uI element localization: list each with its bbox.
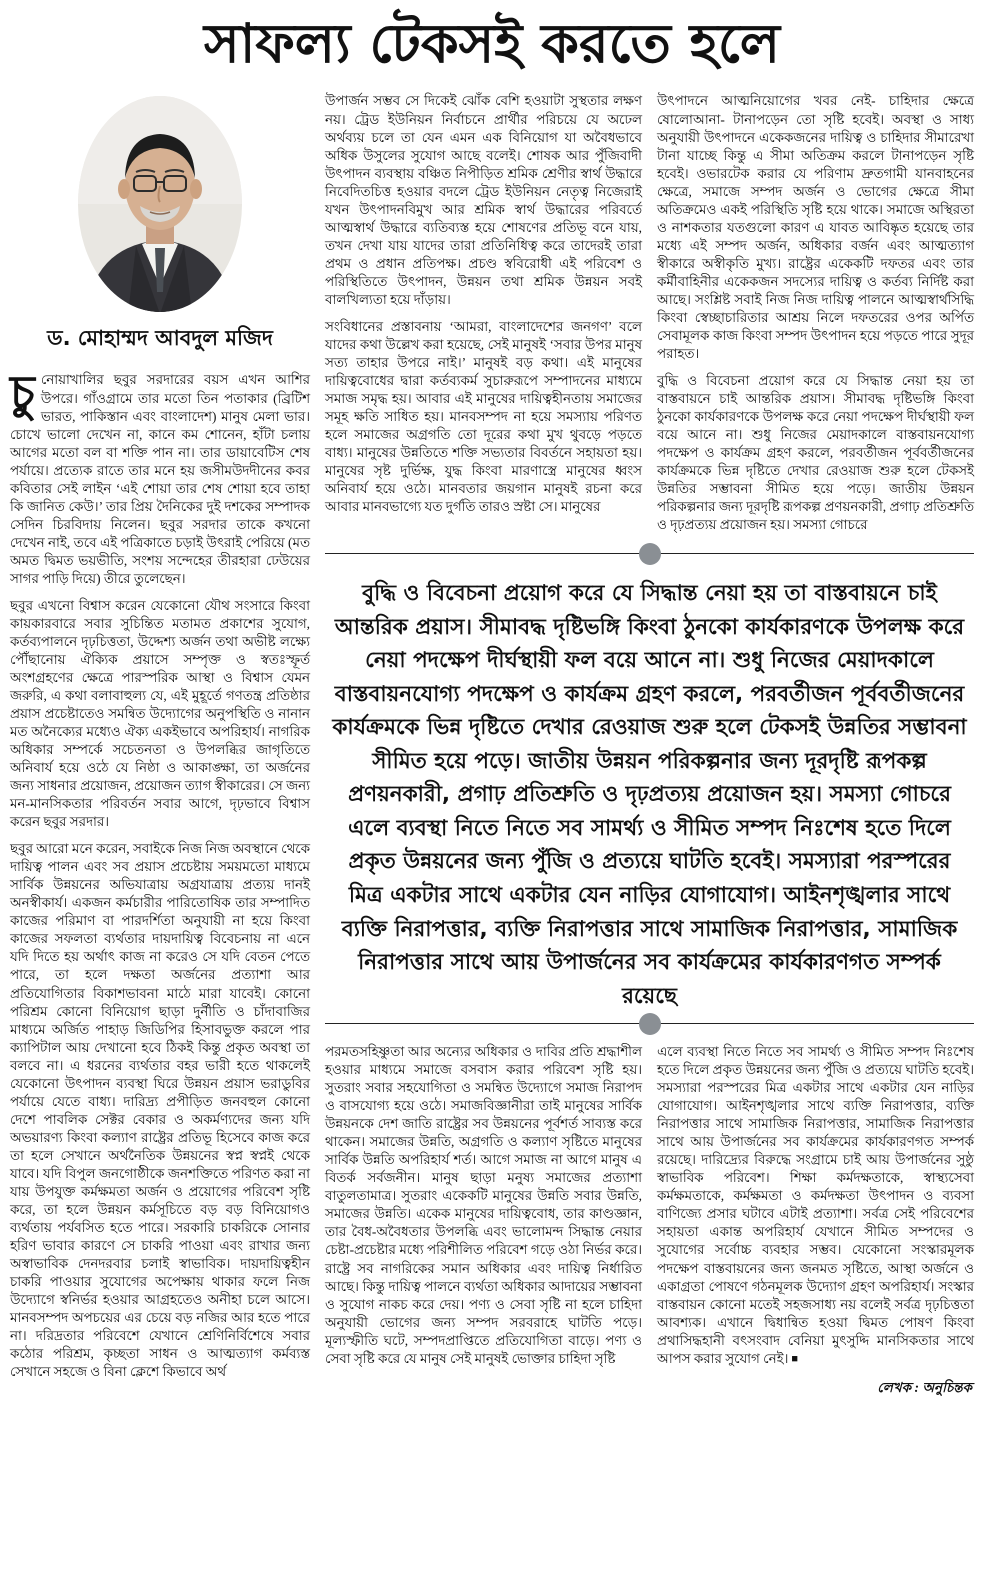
middle-column-top: [325, 92, 642, 543]
article-paragraph: বুদ্ধি ও বিবেচনা প্রয়োগ করে যে সিদ্ধান্ত নেয়া হয় তা বাস্তবায়নে চাই আন্তরিক প্রয়াস। সীমাবদ্ধ দৃষ্টিভঙ্গি কিংবা ঠুনকো কার্যকারণকে উপলক্ষ করে নেয়া পদক্ষেপ দীর্ঘস্থায়ী ফল বয়ে আনে না। শুধু নিজের মেয়াদকালে বাস্তবায়নযোগ্য পদক্ষেপ ও কার্যক্রম গ্রহণ করলে, পরবর্তীজন পূর্ববর্তীজনের কার্যক্রমকে ভিন্ন দৃষ্টিতে দেখার রেওয়াজ শুরু হলে টেকসই উন্নতির সম্ভাবনা সীমিত হয়ে পড়ে। জাতীয় উন্নয়ন পরিকল্পনার জন্য দূরদৃষ্টি রূপকল্প প্রণয়নকারী, প্রগাঢ় প্রতিশ্রুতি ও দৃঢ়প্রত্যয় প্রয়োজন হয়। সমস্যা গোচরে: [657, 372, 974, 533]
pull-quote-block: [325, 553, 974, 1035]
author-byline: লেখক : অনুচিন্তক: [877, 1379, 972, 1395]
middle-column-bottom: [325, 1043, 642, 1400]
upper-text-columns: [325, 92, 974, 543]
divider-rule-top: [325, 553, 974, 565]
article-paragraph: সংবিধানের প্রস্তাবনায় ‘আমরা, বাংলাদেশের জনগণ’ বলে যাদের কথা উল্লেখ করা হয়েছে, সেই মানুষই ‘সবার উপর মানুষ সত্য তাহার উপরে নাই।’ মানুষই বড় কথা। এই মানুষের দায়িত্ববোধের দ্বারা কর্তব্যকর্ম সুচারুরূপে সম্পাদনের মাধ্যমে সমাজ সমৃদ্ধ হয়। আবার এই মানুষের দায়িত্বহীনতায় সমাজের সমূহ ক্ষতি সাধিত হয়। মানবসম্পদ না হয়ে সমস্যায় পরিণত হলে সমাজের অগ্রগতি তো দূরের কথা মুখ থুবড়ে পড়তে বাধ্য। মানুষের উন্নতিতে শক্তি সভ্যতার বিবর্তনে সহায়তা হয়। মানুষের সৃষ্ট দুর্ভিক্ষ, যুদ্ধ কিংবা মারণাস্ত্রে মানুষের ধ্বংস অনিবার্য হয়ে ওঠে। মানবতার জয়গান মানুষই রচনা করে আবার মানবভাগ্যে যত দুর্গতি তারও স্রষ্টা সে। মানুষের: [325, 318, 642, 515]
paragraph-text: এলে ব্যবস্থা নিতে নিতে সব সামর্থ্য ও সীমিত সম্পদ নিঃশেষ হতে দিলে প্রকৃত উন্নয়নের জন্য পুঁজি ও প্রত্যয়ে ঘাটতি হবেই। সমস্যারা পরস্পরের মিত্র একটার সাথে একটার যেন নাড়ির যোগাযোগ। আইনশৃঙ্খলার সাথে ব্যক্তি নিরাপত্তার, ব্যক্তি নিরাপত্তার সাথে সামাজিক নিরাপত্তার, সামাজিক নিরাপত্তার সাথে আয় উপার্জনের সব কার্যক্রমের কার্যকারণগত সম্পর্ক রয়েছে। দারিদ্র্যের বিরুদ্ধে সংগ্রামে চাই আয় উপার্জনের সুষ্ঠু স্বাভাবিক পরিবেশ। শিক্ষা কর্মদক্ষতাকে, স্বাস্থ্যসেবা কর্মক্ষমতাকে, কর্মক্ষমতা ও কর্মদক্ষতা উৎপাদন ও ব্যবসা বাণিজ্যে প্রসার ঘটাবে এটাই প্রত্যাশা। সর্বত্র সেই পরিবেশের সহায়তা একান্ত অপরিহার্য যেখানে সীমিত সম্পদের ও সুযোগের সর্বোচ্চ ব্যবহার সম্ভব। যেকোনো সংস্কারমূলক পদক্ষেপ বাস্তবায়নের জন্য জনমত সৃষ্টিতে, আস্থা অর্জনে ও একাগ্রতা পোষণে গঠনমূলক উদ্যোগ গ্রহণ অপরিহার্য। সংস্কার বাস্তবায়ন কোনো মতেই সহজসাধ্য নয় বলেই সর্বত্র দৃঢ়চিত্ততা আবশ্যক। এখানে দ্বিধান্বিত হওয়া দ্বিমত পোষণ কিংবা প্রথাসিদ্ধহানী বৎসংবাদ বেনিয়া মুৎসুদ্দি মানসিকতার সাথে আপস করার সুযোগ নেই।: [657, 1044, 974, 1366]
right-column-top: [657, 92, 974, 543]
lower-text-columns: [325, 1043, 974, 1400]
article-body: [10, 92, 974, 1399]
paragraph-text: নোয়াখালির ছবুর সরদারের বয়স এখন আশির উপরে। গাঁওগ্রামে তার মতো তিন পতাকার (ব্রিটিশ ভারত, পাকিস্তান এবং বাংলাদেশ) মানুষ মেলা ভার। চোখে ভালো দেখেন না, কানে কম শোনেন, হাঁটা চলায় আগের মতো বল বা শক্তি পান না। তার ডায়াবেটিস শেষ পর্যায়ে। প্রত্যেক রাতে তার মনে হয় জসীমউদদীনের কবর কবিতার সেই লাইন ‘এই শোয়া তার শেষ শোয়া হবে তাহা কি জানিত কেউ।’ তার প্রিয় দৈনিকের দুই দশকের সম্পাদক সেদিন চিরবিদায় নিলেন। ছবুর সরদার তাকে কখনো দেখেন নাই, তবে এই পত্রিকাতে চড়াই উৎরাই পেরিয়ে (মত অমত দ্বিমত ভয়ভীতি, সংশয় সন্দেহের তীরহারা ঢেউয়ের সাগর পাড়ি দিয়ে) তীরে তুলেছেন।: [10, 372, 310, 586]
right-column-bottom: [657, 1043, 974, 1400]
pull-quote-text: বুদ্ধি ও বিবেচনা প্রয়োগ করে যে সিদ্ধান্ত নেয়া হয় তা বাস্তবায়নে চাই আন্তরিক প্রয়াস। সীমাবদ্ধ দৃষ্টিভঙ্গি কিংবা ঠুনকো কার্যকারণকে উপলক্ষ করে নেয়া পদক্ষেপ দীর্ঘস্থায়ী ফল বয়ে আনে না। শুধু নিজের মেয়াদকালে বাস্তবায়নযোগ্য পদক্ষেপ ও কার্যক্রম গ্রহণ করলে, পরবর্তীজন পূর্ববর্তীজনের কার্যক্রমকে ভিন্ন দৃষ্টিতে দেখার রেওয়াজ শুরু হলে টেকসই উন্নতির সম্ভাবনা সীমিত হয়ে পড়ে। জাতীয় উন্নয়ন পরিকল্পনার জন্য দূরদৃষ্টি রূপকল্প প্রণয়নকারী, প্রগাঢ় প্রতিশ্রুতি ও দৃঢ়প্রত্যয় প্রয়োজন হয়। সমস্যা গোচরে এলে ব্যবস্থা নিতে নিতে সব সামর্থ্য ও সীমিত সম্পদ নিঃশেষ হতে দিলে প্রকৃত উন্নয়নের জন্য পুঁজি ও প্রত্যয়ে ঘাটতি হবেই। সমস্যারা পরস্পরের মিত্র একটার সাথে একটার যেন নাড়ির যোগাযোগ। আইনশৃঙ্খলার সাথে ব্যক্তি নিরাপত্তার, ব্যক্তি নিরাপত্তার সাথে সামাজিক নিরাপত্তার, সামাজিক নিরাপত্তার সাথে আয় উপার্জনের সব কার্যক্রমের কার্যকারণগত সম্পর্ক রয়েছে: [332, 581, 967, 1009]
divider-dot-icon: [639, 543, 661, 565]
article-paragraph: উৎপাদনে আত্মনিয়োগের খবর নেই- চাহিদার ক্ষেত্রে ষোলোআনা- টানাপড়েন তো সৃষ্টি হবেই। অবস্থা ও সাধ্য অনুযায়ী উৎপাদনে একেকজনের দায়িত্ব ও চাহিদার সীমারেখা টানা যাচ্ছে কিন্তু এ সীমা অতিক্রম করলে টানাপড়েন সৃষ্টি হবেই। ওভারটেক করার যে পরিণাম দ্রুতগামী যানবাহনের ক্ষেত্রে, সমাজে সম্পদ অর্জন ও ভোগের ক্ষেত্রে সীমা অতিক্রমেও একই পরিস্থিতি সৃষ্টি হয়ে থাকে। সমাজে অস্থিরতা ও নাশকতার যতগুলো কারণ এ যাবত আবিষ্কৃত হয়েছে তার মধ্যে এই সম্পদ অর্জন, অধিকার বর্জন এবং আত্মত্যাগ স্বীকারে অস্বীকৃতি মুখ্য। রাষ্ট্রের একেকটি দফতর এবং তার কর্মীবাহিনীর একেকজন সদস্যের দায়িত্ব ও কর্তব্য নির্দিষ্ট করা আছে। সংশ্লিষ্ট সবাই নিজ নিজ দায়িত্ব পালনে আত্মস্বার্থসিদ্ধি কিংবা স্বেচ্ছাচারিতার আশ্রয় নিলে দফতরের ওপর অর্পিত সেবামূলক কাজ কিংবা সম্পদ উৎপাদন হয়ে পড়তে পারে সুদূর পরাহত।: [657, 93, 974, 361]
article-paragraph: ছবুর আরো মনে করেন, সবাইকে নিজ নিজ অবস্থানে থেকে দায়িত্ব পালন এবং সব প্রয়াস প্রচেষ্টায় সময়মতো মাধ্যমে সার্বিক উন্নয়নের অভিযাত্রায় অগ্রযাত্রায় প্রত্যয় দানই অনস্বীকার্য। একজন কর্মচারীর পারিতোষিক তার সম্পাদিত কাজের পরিমাণ বা পারদর্শিতা অনুযায়ী না হয়ে কিংবা কাজের সফলতা ব্যর্থতার দায়দায়িত্ব বিবেচনায় না এনে যদি দিতে হয় অর্থাৎ কাজ না করেও সে যদি বেতন পেতে পারে, তা হলে দক্ষতা অর্জনের প্রত্যাশা আর প্রতিযোগিতার বিকাশভাবনা মাঠে মারা যাবেই। কোনো পরিশ্রম কোনো বিনিয়োগ ছাড়া দুর্নীতি ও চাঁদাবাজির মাধ্যমে অর্জিত পাহাড় জিডিপির হিসাবভুক্ত করলে পার ক্যাপিটাল আয় দেখানো হবে ঠিকই কিন্তু প্রকৃত অবস্থা তা বলবে না। এ ধরনের ব্যর্থতার বহর ভারী হতে থাকলেই যেকোনো উৎপাদন ব্যবস্থা ঘিরে উন্নয়ন প্রয়াস ভরাডুবির পর্যায়ে যেতে বাধ্য। দারিদ্র্য প্রপীড়িত জনবহুল কোনো দেশে পাবলিক সেক্টর বেকার ও অকর্মণ্যদের জন্য যদি অভয়ারণ্য কিংবা কল্যাণ রাষ্ট্রের প্রতিভূ হিসেবে কাজ করে তা হলে সেখানে অর্থনৈতিক উন্নয়নের স্বপ্ন স্বপ্নই থেকে যাবে। যদি বিপুল জনগোষ্ঠীকে জনশক্তিতে পরিণত করা না যায় উপযুক্ত কর্মক্ষমতা অর্জন ও প্রয়োগের পরিবেশ সৃষ্টি করে, তা হলে উন্নয়ন কর্মসূচিতে বড় বড় বিনিয়োগও ব্যর্থতায় পর্যবসিত হতে পারে। সরকারি চাকরিকে সোনার হরিণ ভাবার কারণে সে চাকরি পাওয়া এবং রাখার জন্য অস্বাভাবিক দেনদরবার চলাই স্বাভাবিক। দায়দায়িত্বহীন চাকরি পাওয়ার সুযোগের অপেক্ষায় থাকার ফলে নিজ উদ্যোগে স্বনির্ভর হওয়ার আগ্রহতেও অনীহা চলে আসে। মানবসম্পদ অপচয়ের এর চেয়ে বড় নজির আর হতে পারে না। দরিদ্রতার পরিবেশে যেখানে শ্রেণিনির্বিশেষে সবার কঠোর পরিশ্রম, কৃচ্ছতা সাধন ও আত্মত্যাগ কর্মব্যস্ত সেখানে সহজে ও বিনা ক্লেশে কিভাবে অর্থ: [10, 841, 310, 1380]
divider-rule-bottom: [325, 1023, 974, 1035]
article-paragraph: [657, 1043, 974, 1368]
article-paragraph: [10, 365, 310, 587]
portrait-illustration: [76, 94, 244, 314]
dropcap-letter: চু: [10, 365, 35, 420]
article-paragraph: উপার্জন সম্ভব সে দিকেই ঝোঁক বেশি হওয়াটা সুস্থতার লক্ষণ নয়। ট্রেড ইউনিয়ন নির্বাচনে প্রার্থীর পরিচয়ে যে অঢেল অর্থব্যয় চলে তা যেন এমন এক বিনিয়োগ যা অবৈধভাবে অধিক উসুলের সুযোগ আছে বলেই। শোষক আর পুঁজিবাদী উৎপাদন ব্যবস্থায় বঞ্চিত নিপীড়িত শ্রমিক শ্রেণীর স্বার্থ উদ্ধারে নিবেদিতচিত্ত হওয়ার বদলে ট্রেড ইউনিয়ন নেতৃত্ব নিজেরাই যখন উৎপাদনবিমুখ আর শ্রমিক স্বার্থ উদ্ধারের পরিবর্তে আত্মস্বার্থ উদ্ধারে ব্যতিব্যস্ত হয়ে শোষণের প্রতিভূ বনে যায়, তখন দেখা যায় যাদের তারা প্রতিনিধিত্ব করে তাদেরই তারা প্রথম ও প্রধান প্রতিপক্ষ। প্রচণ্ড স্ববিরোধী এই পরিবেশ ও পরিস্থিতিতে উৎপাদন, উন্নয়ন তথা শ্রমিক উন্নয়ন সবই বালখিল্যতা হয়ে দাঁড়ায়।: [325, 93, 642, 307]
divider-dot-icon: [639, 1013, 661, 1035]
article-end-mark: ■: [791, 1352, 799, 1365]
article-paragraph: পরমতসহিষ্ণুতা আর অন্যের অধিকার ও দাবির প্রতি শ্রদ্ধাশীল হওয়ার মাধ্যমে সমাজে বসবাস করার পরিবেশ সৃষ্টি হয়। সুতরাং সবার সহযোগিতা ও সমন্বিত উদ্যোগে সমাজ নিরাপদ ও বাসযোগ্য হয়ে ওঠে। সমাজবিজ্ঞানীরা তাই মানুষের সার্বিক উন্নয়নকে দেশ জাতি রাষ্ট্রের সব উন্নয়নের পূর্বশর্ত সাব্যস্ত করে থাকেন। সমাজের উন্নতি, অগ্রগতি ও কল্যাণ সৃষ্টিতে মানুষের সার্বিক উন্নতি অপরিহার্য শর্ত। আগে সমাজ না আগে মানুষ এ বিতর্ক সর্বজনীন। মানুষ ছাড়া মনুষ্য সমাজের প্রত্যাশা বাতুলতামাত্র। সুতরাং একেকটি মানুষের উন্নতি সবার উন্নতি, সমাজের উন্নতি। একেক মানুষের দায়িত্ববোধ, তার কাণ্ডজ্ঞান, তার বৈধ-অবৈধতার উপলব্ধি এবং ভালোমন্দ সিদ্ধান্ত নেয়ার চেষ্টা-প্রচেষ্টার মধ্যে পরিশীলিত পরিবেশ গড়ে ওঠা নির্ভর করে। রাষ্ট্রে সব নাগরিকের সমান অধিকার এবং দায়িত্ব নির্ধারিত আছে। কিন্তু দায়িত্ব পালনে ব্যর্থতা অধিকার আদায়ের সম্ভাবনা ও সুযোগ নাকচ করে দেয়। পণ্য ও সেবা সৃষ্টি না হলে চাহিদা অনুযায়ী ভোগের জন্য সম্পদ সরবরাহে ঘাটতি পড়ে। মূল্যস্ফীতি ঘটে, সম্পদপ্রাপ্তিতে প্রতিযোগিতা বাড়ে। পণ্য ও সেবা সৃষ্টি করে যে মানুষ সেই মানুষই ভোক্তার চাহিদা সৃষ্টি: [325, 1044, 642, 1366]
author-portrait-photo: [76, 94, 244, 314]
right-area: [325, 92, 974, 1399]
article-paragraph: ছবুর এখনো বিশ্বাস করেন যেকোনো যৌথ সংসারে কিংবা কায়কারবারে সবার সুচিন্তিত মতামত প্রকাশের সুযোগ, কর্তব্যপালনে দৃঢ়চিত্ততা, উদ্দেশ্য অর্জন তথা অভীষ্ট লক্ষ্যে পৌঁছানোয় ঐক্যিক প্রয়াসে সম্পৃক্ত ও স্বতঃস্ফূর্ত অংশগ্রহণের ক্ষেত্রে পারস্পরিক আস্থা ও বিশ্বাস যেমন জরুরি, এ কথা বলাবাহুল্য যে, এই মুহূর্তে গণতন্ত্র প্রতিষ্ঠার প্রয়াস প্রচেষ্টাতেও সমন্বিত উদ্যোগের অনুপস্থিতি ও নানান মত অনৈক্যের মধ্যেও ঐক্য একইভাবে অপরিহার্য। নাগরিক অধিকার সম্পর্কে সচেতনতা ও উপলব্ধির জাগৃতিতে অনিবার্য হয়ে ওঠে যে নিষ্ঠা ও আকাঙ্ক্ষা, তা অর্জনের জন্য সাধনার প্রয়োজন, প্রয়োজন ত্যাগ স্বীকারের। সে জন্য মন-মানসিকতার পরিবর্তন সবার আগে, দৃঢ়ভাবে বিশ্বাস করেন ছবুর সরদার।: [10, 597, 310, 830]
headline: সাফল্য টেকসই করতে হলে: [204, 12, 780, 75]
author-name: ড. মোহাম্মদ আবদুল মজিদ: [47, 326, 273, 351]
left-column: [10, 92, 310, 1399]
